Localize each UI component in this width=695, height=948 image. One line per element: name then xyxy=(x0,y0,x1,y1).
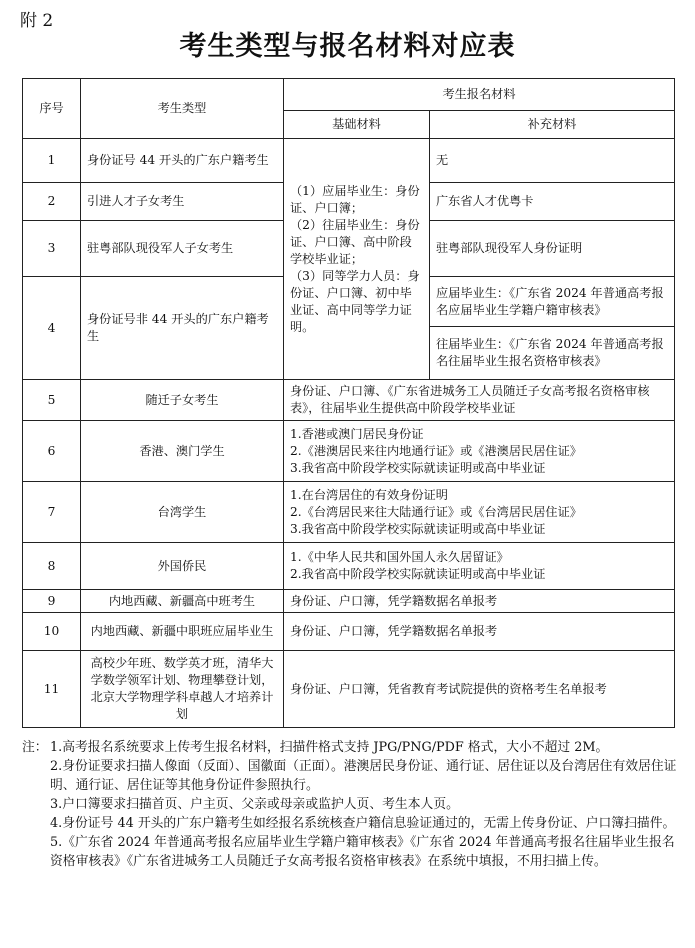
header-materials: 考生报名材料 xyxy=(284,79,675,111)
row-merged: 身份证、户口簿，凭学籍数据名单报考 xyxy=(284,613,675,651)
row-type: 引进人才子女考生 xyxy=(81,183,284,221)
row-merged xyxy=(284,543,675,590)
row-index: 6 xyxy=(23,421,81,482)
row-index: 4 xyxy=(23,277,81,380)
row-supplement: 无 xyxy=(430,139,675,183)
row-merged xyxy=(284,482,675,543)
page-title: 考生类型与报名材料对应表 xyxy=(179,31,516,62)
merged-line: 1.在台湾居住的有效身份证明 xyxy=(290,487,448,502)
basic-line: （1）应届毕业生：身份证、户口簿； xyxy=(290,183,420,215)
row-merged: 身份证、户口簿、《广东省进城务工人员随迁子女高考报名资格审核表》，往届毕业生提供高中阶段学校毕业证 xyxy=(284,380,675,421)
row-supplement: 应届毕业生：《广东省 2024 年普通高考报名应届毕业生学籍户籍审核表》 xyxy=(430,277,675,327)
row-index: 5 xyxy=(23,380,81,421)
notes-section xyxy=(22,738,677,871)
materials-table xyxy=(22,78,675,728)
merged-line: 1.《中华人民共和国外国人永久居留证》 xyxy=(290,550,509,564)
row-index: 7 xyxy=(23,482,81,543)
table-row xyxy=(23,543,675,590)
row-supplement: 往届毕业生：《广东省 2024 年普通高考报名往届毕业生报名资格审核表》 xyxy=(430,327,675,380)
merged-line: 3.我省高中阶段学校实际就读证明或高中毕业证 xyxy=(290,460,546,475)
basic-line: （2）往届毕业生：身份证、户口簿、高中阶段学校毕业证； xyxy=(290,217,420,266)
header-type: 考生类型 xyxy=(81,79,284,139)
header-basic: 基础材料 xyxy=(284,111,430,139)
basic-materials-shared xyxy=(284,139,430,380)
row-type: 身份证号 44 开头的广东户籍考生 xyxy=(81,139,284,183)
table-row xyxy=(23,380,675,421)
notes-lead: 注： xyxy=(22,740,48,755)
note-item: 1.高考报名系统要求上传考生报名材料，扫描件格式支持 JPG/PNG/PDF 格式，大小不超过 2M。 xyxy=(50,740,609,755)
table-row xyxy=(23,139,675,183)
row-supplement: 驻粤部队现役军人身份证明 xyxy=(430,221,675,277)
row-type: 内地西藏、新疆高中班考生 xyxy=(81,590,284,613)
merged-line: 1.香港或澳门居民身份证 xyxy=(290,426,424,441)
row-type: 内地西藏、新疆中职班应届毕业生 xyxy=(81,613,284,651)
merged-line: 2.《港澳居民来往内地通行证》或《港澳居民居住证》 xyxy=(290,443,582,458)
appendix-label: 附 2 xyxy=(20,11,54,31)
row-merged: 身份证、户口簿，凭省教育考试院提供的资格考生名单报考 xyxy=(284,651,675,728)
header-index: 序号 xyxy=(23,79,81,139)
table-row xyxy=(23,613,675,651)
row-index: 11 xyxy=(23,651,81,728)
note-item: 2.身份证要求扫描人像面（反面）、国徽面（正面）。港澳居民身份证、通行证、居住证以及台湾居住有效居住证明、通行证、居住证等其他身份证件参照执行。 xyxy=(50,759,677,793)
row-type: 驻粤部队现役军人子女考生 xyxy=(81,221,284,277)
row-type: 身份证号非 44 开头的广东户籍考生 xyxy=(81,277,284,380)
merged-line: 3.我省高中阶段学校实际就读证明或高中毕业证 xyxy=(290,521,546,536)
row-index: 8 xyxy=(23,543,81,590)
merged-line: 2.我省高中阶段学校实际就读证明或高中毕业证 xyxy=(290,567,546,581)
row-merged xyxy=(284,421,675,482)
header-supplement: 补充材料 xyxy=(430,111,675,139)
table-row xyxy=(23,421,675,482)
table-row xyxy=(23,482,675,543)
row-index: 10 xyxy=(23,613,81,651)
row-type: 高校少年班、数学英才班，清华大学数学领军计划、物理攀登计划，北京大学物理学科卓越人才培养计划 xyxy=(81,651,284,728)
row-supplement: 广东省人才优粤卡 xyxy=(430,183,675,221)
row-merged: 身份证、户口簿，凭学籍数据名单报考 xyxy=(284,590,675,613)
note-item: 3.户口簿要求扫描首页、户主页、父亲或母亲或监护人页、考生本人页。 xyxy=(50,797,459,812)
row-type: 香港、澳门学生 xyxy=(81,421,284,482)
row-index: 1 xyxy=(23,139,81,183)
note-item: 5.《广东省 2024 年普通高考报名应届毕业生学籍户籍审核表》《广东省 2024 年普通高考报名往届毕业生报名资格审核表》《广东省进城务工人员随迁子女高考报名资格审核表》在系统中填报，不用扫描上传。 xyxy=(50,835,675,869)
row-index: 3 xyxy=(23,221,81,277)
merged-line: 2.《台湾居民来往大陆通行证》或《台湾居民居住证》 xyxy=(290,504,582,519)
note-item: 4.身份证号 44 开头的广东户籍考生如经报名系统核查户籍信息验证通过的，无需上传身份证、户口簿扫描件。 xyxy=(50,816,676,831)
table-row xyxy=(23,590,675,613)
row-type: 随迁子女考生 xyxy=(81,380,284,421)
table-row xyxy=(23,651,675,728)
row-index: 2 xyxy=(23,183,81,221)
row-type: 台湾学生 xyxy=(81,482,284,543)
row-type: 外国侨民 xyxy=(81,543,284,590)
basic-line: （3）同等学力人员：身份证、户口簿、初中毕业证、高中同等学力证明。 xyxy=(290,268,420,334)
row-index: 9 xyxy=(23,590,81,613)
